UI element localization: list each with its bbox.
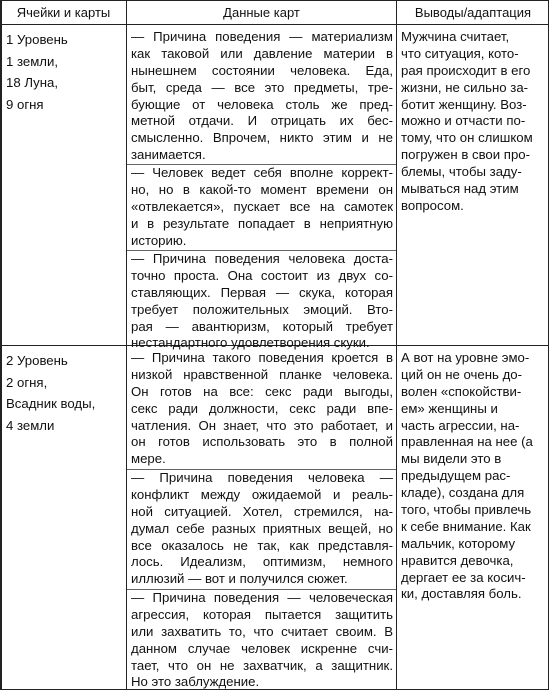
text-line: погружен в свои про-	[401, 147, 531, 163]
text-line: думал себе разных приятных вещей, но	[131, 520, 393, 536]
cards-line: 9 огня	[6, 96, 44, 112]
text-line: — Причина поведения — материализм	[131, 29, 393, 44]
cards-line: 1 земли,	[6, 53, 59, 69]
text-line: низкой нравственной планке человека.	[131, 366, 393, 382]
text-line: что ситуация, кото-	[401, 45, 519, 61]
text-line: ем» женщины и	[401, 400, 498, 416]
text-line: секс ради должности, секс ради впе-	[131, 400, 393, 416]
text-line: Но это заблуждение.	[131, 674, 260, 690]
text-line: — Причина такого поведения кроется в	[131, 350, 393, 365]
text-line: бующие от человека столь же пред-	[131, 96, 393, 112]
text-line: чатления. Он знает, что это работает, и	[131, 417, 393, 433]
text-line: — Причина поведения человека доста-	[131, 251, 393, 266]
row2-data-para3	[131, 590, 393, 691]
text-line: Он готов на все: секс ради выгоды,	[131, 383, 393, 399]
text-line: смысленно. Впрочем, никто этим и не	[131, 130, 393, 146]
text-line: мальчик, которому	[401, 535, 516, 551]
text-line: нестандартного удовлетворения скуки.	[131, 335, 370, 351]
text-line: кладе), создана для	[401, 485, 525, 501]
text-line: мере.	[131, 451, 166, 467]
text-line: А вот на уровне эмо-	[401, 350, 530, 365]
text-line: того, чтобы привлечь	[401, 502, 532, 518]
text-line: рая — авантюризм, который требует	[131, 318, 393, 334]
row1-data-para2	[131, 165, 393, 249]
text-line: тому, что он слишком	[401, 130, 533, 146]
cards-line: 2 Уровень	[6, 353, 68, 368]
row2-conclusion	[401, 350, 545, 603]
row2-data-para1	[131, 350, 393, 468]
text-line: или захватить то, что считает своим. В	[131, 623, 393, 639]
text-line: ботит женщину. Воз-	[401, 96, 527, 112]
text-line: часть агрессии, на-	[401, 417, 520, 433]
text-line: требует положительных эмоций. Вто-	[131, 301, 393, 317]
text-line: историю.	[131, 232, 187, 248]
header-cells-cards: Ячейки и карты	[16, 5, 111, 20]
text-line: нравится девочка,	[401, 552, 514, 568]
text-line: можно и отчасти по-	[401, 113, 526, 129]
text-line: ной ситуацией. Хотел, стремился, на-	[131, 503, 393, 519]
text-line: — Причина поведения — человеческая	[131, 590, 393, 605]
text-line: мываться над этим	[401, 181, 519, 197]
text-line: точно проста. Она состоит из двух со-	[131, 267, 393, 283]
text-line: тает, что он не захватчик, а защитник.	[131, 657, 393, 673]
cards-line: 18 Луна,	[6, 75, 59, 91]
text-line: ки, доставляя боль.	[401, 586, 522, 602]
header-border	[1, 24, 548, 25]
text-line: — Человек ведет себя вполне коррект-	[131, 165, 393, 180]
cards-line: 1 Уровень	[6, 32, 68, 47]
header-card-data: Данные карт	[223, 5, 300, 20]
text-line: он готов использовать это в полной	[131, 434, 393, 450]
text-line: рая происходит в его	[401, 62, 531, 78]
cards-line: 2 огня,	[6, 374, 48, 390]
text-line: конфликт между ожидаемой и реаль-	[131, 486, 393, 502]
text-line: вопросом.	[401, 197, 464, 213]
row2-cells-cards	[6, 350, 124, 436]
text-line: нынешнем состоянии человека. Еда,	[131, 62, 393, 78]
text-line: лось. Идеализм, оптимизм, немного	[131, 554, 393, 570]
text-line: ций он не очень до-	[401, 366, 522, 382]
row1-data-para1	[131, 29, 393, 164]
text-line: блемы, чтобы заду-	[401, 164, 522, 180]
text-line: волен «спокойстви-	[401, 383, 522, 399]
header-conclusions: Выводы/адаптация	[414, 5, 532, 20]
text-line: дергает ее за косич-	[401, 569, 526, 585]
text-line: как таковой или давление материи в	[131, 45, 393, 61]
text-line: агрессия, которая пытается защитить	[131, 606, 393, 622]
cards-line: Всадник воды,	[6, 396, 96, 412]
text-line: к себе внимание. Как	[401, 518, 531, 534]
text-line: иллюзий — вот и получился сюжет.	[131, 571, 348, 587]
text-line: жизни, не сильно за-	[401, 79, 529, 95]
text-line: занимается.	[131, 147, 206, 163]
text-line: все оказалось не так, как представля-	[131, 537, 393, 553]
text-line: правленная на нее (а	[401, 434, 533, 450]
text-line: данном случае человек искренне счи-	[131, 640, 393, 656]
text-line: быт, среда — все это предметы, тре-	[131, 79, 393, 95]
text-line: Мужчина считает,	[401, 29, 510, 44]
row1-cells-cards	[6, 29, 124, 115]
text-line: «отвлекается», пускает все на самотек	[131, 198, 393, 214]
text-line: предыдущем рас-	[401, 468, 511, 484]
text-line: но, но в какой-то момент времени он	[131, 181, 393, 197]
text-line: ставляющих. Первая — скука, которая	[131, 284, 393, 300]
row2-data-para2	[131, 470, 393, 588]
text-line: метной отдачи. И отрицать их бес-	[131, 113, 393, 129]
cards-line: 4 земли	[6, 417, 55, 433]
text-line: — Причина поведения человека —	[131, 470, 393, 485]
row1-conclusion	[401, 29, 545, 215]
row1-data-para3	[131, 251, 393, 352]
text-line: и в результате попадает в неприятную	[131, 215, 393, 231]
text-line: мы видели это в	[401, 451, 502, 467]
